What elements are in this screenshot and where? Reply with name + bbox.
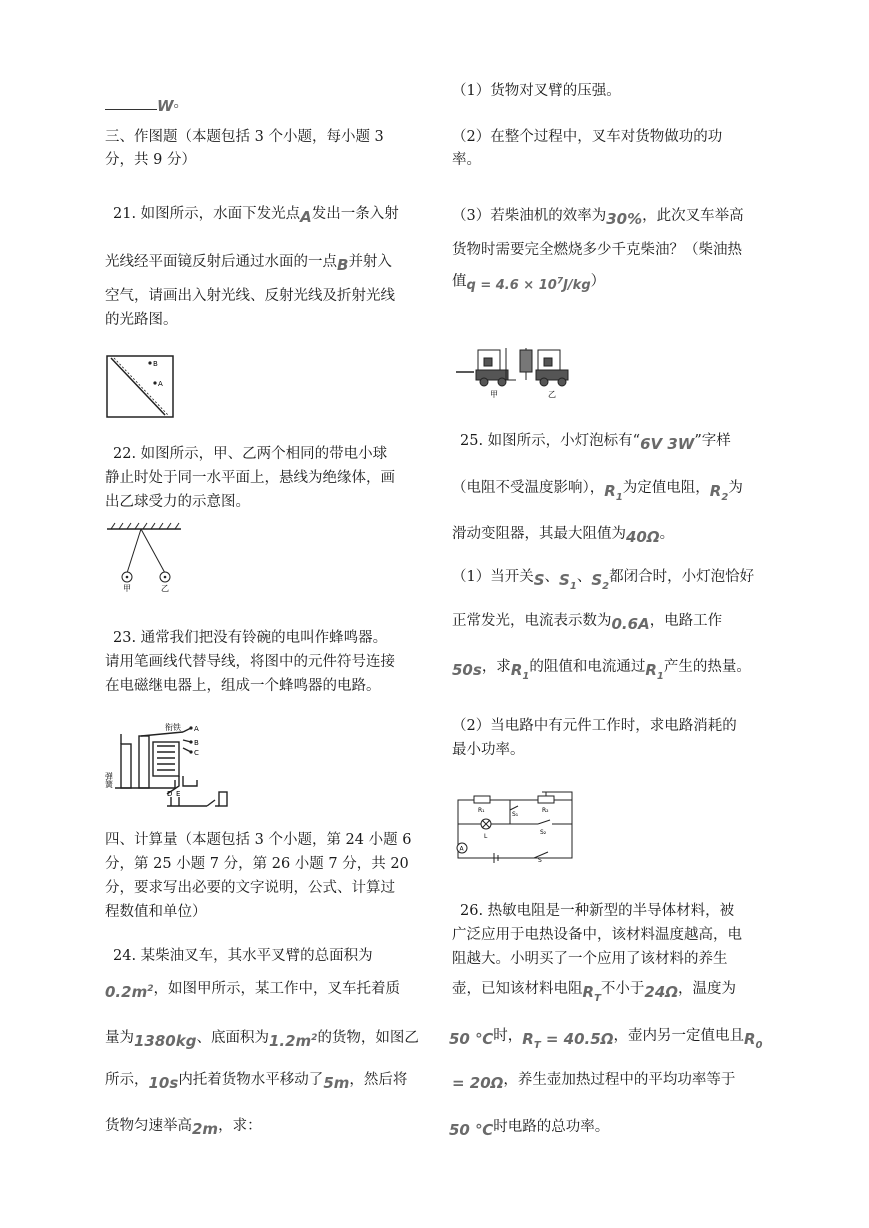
q26-line2: 广泛应用于电热设备中，该材料温度越高，电: [452, 927, 742, 943]
lamp-label: L: [484, 833, 488, 840]
section-3-heading-cont: 分，共 9 分）: [105, 152, 196, 168]
q21-line4: 的光路图。: [105, 312, 178, 328]
section-4-line2: 分，第 25 小题 7 分，第 26 小题 7 分，共 20: [105, 856, 409, 872]
answer-blank: [105, 97, 157, 110]
s1-label: S₁: [512, 811, 519, 818]
section-4-line1: 四、计算量（本题包括 3 个小题，第 24 小题 6: [105, 832, 412, 848]
q25-circuit-figure: [454, 790, 576, 864]
q24-part3-line2: 货物时需要完全燃烧多少千克柴油？（柴油热: [452, 242, 742, 258]
q21-line2: 光线经平面镜反射后通过水面的一点B并射入: [105, 254, 392, 274]
q23-line1: 23. 通常我们把没有铃碗的电叫作蜂鸣器。: [113, 630, 388, 646]
q24-part3-line3: 值$q = 4.6 \times 10^7J/kg$）: [452, 273, 606, 294]
point-b-label: B: [153, 360, 158, 368]
ammeter-label: A: [459, 845, 464, 853]
q24-part2-line1: （2）在整个过程中，叉车对货物做功的功: [452, 129, 723, 145]
q25-line2: （电阻不受温度影响），$R_1$为定值电阻，$R_2$为: [452, 480, 743, 503]
q24-line1: 24. 某柴油叉车，其水平叉臂的总面积为: [113, 948, 373, 964]
terminal-d-label: D: [167, 790, 173, 798]
q24-part3-line1: （3）若柴油机的效率为30%，此次叉车举高: [452, 208, 744, 228]
q25-line4: （1）当开关S、$S_1$、$S_2$都闭合时，小灯泡恰好: [452, 569, 755, 592]
r1-label: R₁: [478, 807, 485, 814]
q25-part2-line1: （2）当电路中有元件工作时，求电路消耗的: [452, 718, 737, 734]
q24-line2: $0.2m^2$，如图甲所示，某工作中，叉车托着质: [105, 981, 400, 1001]
q25-line6: 50s，求$R_1$的阻值和电流通过$R_1$产生的热量。: [452, 659, 751, 682]
contact-c-label: C: [194, 749, 199, 757]
q26-line5: 50 ℃时，$R_T = 40.5\Omega$，壶内另一定值电且$R_0$: [449, 1028, 763, 1051]
q24-part2-line2: 率。: [452, 152, 481, 168]
ball-jia-label: 甲: [123, 584, 131, 593]
r2-label: R₂: [542, 807, 549, 814]
q24-line3: 量为1380kg、底面积为$1.2m^2$的货物，如图乙: [105, 1030, 419, 1050]
q21-line1: 21. 如图所示，水面下发光点A发出一条入射: [113, 206, 399, 226]
forklift-yi-label: 乙: [548, 390, 556, 399]
prev-answer-line: W。: [105, 92, 188, 113]
q26-line1: 26. 热敏电阻是一种新型的半导体材料，被: [460, 903, 735, 919]
section-4-line4: 程数值和单位）: [105, 904, 207, 920]
switch-s-label: S: [538, 857, 542, 864]
q26-line4: 壶，已知该材料电阻$R_T$不小于24Ω，温度为: [452, 981, 737, 1004]
q26-line7: 50 ℃时电路的总功率。: [449, 1119, 610, 1139]
q22-line1: 22. 如图所示，甲、乙两个相同的带电小球: [113, 446, 388, 462]
q26-line6: = 20Ω，养生壶加热过程中的平均功率等于: [452, 1072, 736, 1092]
q22-charged-balls-figure: [105, 521, 185, 591]
q22-line2: 静止时处于同一水平面上，悬线为绝缘体，画: [105, 470, 395, 486]
ball-yi-label: 乙: [161, 584, 169, 593]
q23-line3: 在电磁继电器上，组成一个蜂鸣器的电路。: [105, 678, 381, 694]
q22-line3: 出乙球受力的示意图。: [105, 494, 250, 510]
contact-a-label: A: [194, 725, 199, 733]
section-4-line3: 分，要求写出必要的文字说明，公式、计算过: [105, 880, 395, 896]
q21-mirror-figure: [105, 355, 177, 419]
q21-line3: 空气，请画出入射光线、反射光线及折射光线: [105, 288, 395, 304]
q24-line4: 所示，10s内托着货物水平移动了5m，然后将: [105, 1072, 408, 1092]
section-3-heading: 三、作图题（本题包括 3 个小题，每小题 3: [105, 129, 384, 145]
contact-b-label: B: [194, 739, 199, 747]
forklift-figure: [454, 344, 584, 399]
q26-line3: 阻越大。小明买了一个应用了该材料的养生: [452, 951, 728, 967]
spring-label: 弹簧: [104, 772, 114, 788]
q25-line5: 正常发光，电流表示数为0.6A，电路工作: [452, 613, 723, 633]
armature-label: 衔铁: [165, 723, 181, 732]
q25-line1: 25. 如图所示，小灯泡标有“6V 3W”字样: [460, 433, 731, 453]
q24-part1: （1）货物对叉臂的压强。: [452, 83, 621, 99]
forklift-jia-label: 甲: [490, 390, 498, 399]
q23-relay-figure: [104, 722, 237, 812]
q23-line2: 请用笔画线代替导线，将图中的元件符号连接: [105, 654, 395, 670]
q25-line3: 滑动变阻器，其最大阻值为40Ω。: [452, 526, 675, 546]
s2-label: S₂: [540, 829, 547, 836]
q25-part2-line2: 最小功率。: [452, 742, 525, 758]
point-a-label: A: [158, 380, 163, 388]
terminal-e-label: E: [176, 790, 181, 798]
q24-line5: 货物匀速举高2m，求：: [105, 1118, 262, 1138]
